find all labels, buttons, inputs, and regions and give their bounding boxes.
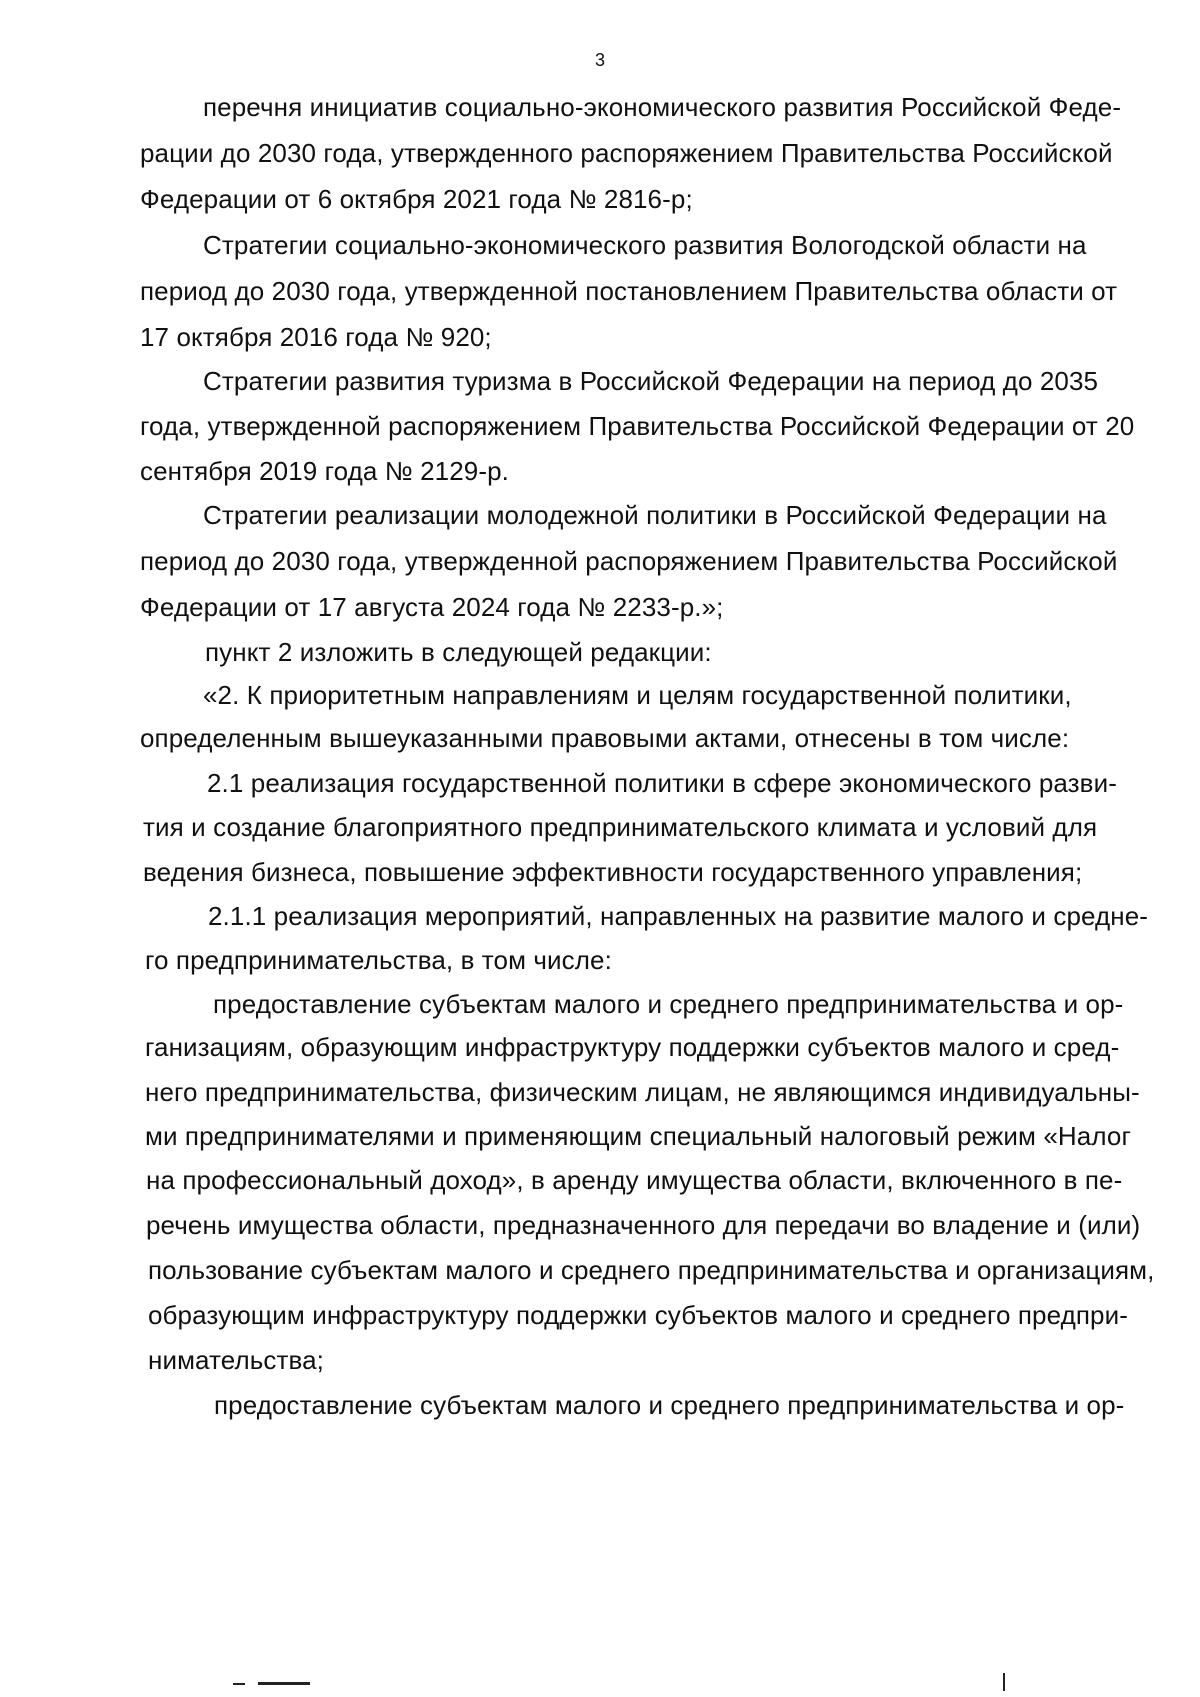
text-line: ганизациям, образующим инфраструктуру поддержки субъектов малого и сред- [145, 1032, 1120, 1062]
text-line: на профессиональный доход», в аренду имущества области, включенного в пе- [146, 1165, 1123, 1195]
text-line: предоставление субъектам малого и среднего предпринимательства и ор- [213, 989, 1124, 1019]
page-number: 3 [594, 50, 605, 70]
text-line: Стратегии развития туризма в Российской Федерации на период до 2035 [203, 366, 1099, 396]
scan-artifact [233, 1683, 245, 1685]
text-line: 2.1.1 реализация мероприятий, направленных на развитие малого и средне- [208, 901, 1149, 931]
text-line: образующим инфраструктуру поддержки субъектов малого и среднего предпри- [148, 1300, 1128, 1330]
text-line: тия и создание благоприятного предпринимательского климата и условий для [143, 812, 1098, 842]
text-line: Стратегии социально-экономического развития Вологодской области на [203, 230, 1087, 260]
text-line: определенным вышеуказанными правовыми актами, отнесены в том числе: [140, 723, 1070, 753]
text-line: сентября 2019 года № 2129-р. [140, 456, 509, 486]
text-line: го предпринимательства, в том числе: [145, 945, 612, 975]
scan-artifact [1003, 1673, 1005, 1691]
text-line: года, утвержденной распоряжением Правительства Российской Федерации от 20 [140, 411, 1135, 441]
text-line: пользование субъектам малого и среднего предпринимательства и организациям, [148, 1255, 1155, 1285]
text-line: «2. К приоритетным направлениям и целям государственной политики, [203, 680, 1072, 710]
text-line: Стратегии реализации молодежной политики в Российской Федерации на [203, 500, 1107, 530]
text-line: рации до 2030 года, утвержденного распоряжением Правительства Российской [140, 138, 1113, 168]
text-line: ми предпринимателями и применяющим специальный налоговый режим «Налог [145, 1121, 1132, 1151]
text-line: нимательства; [148, 1345, 324, 1375]
text-line: 17 октября 2016 года № 920; [140, 322, 492, 352]
text-line: него предпринимательства, физическим лицам, не являющимся индивидуальны- [145, 1077, 1140, 1107]
text-line: период до 2030 года, утвержденной распоряжением Правительства Российской [140, 546, 1118, 576]
text-line: Федерации от 6 октября 2021 года № 2816-р; [140, 184, 693, 214]
text-line: предоставление субъектам малого и среднего предпринимательства и ор- [214, 1390, 1125, 1420]
text-line: пункт 2 изложить в следующей редакции: [205, 637, 712, 667]
text-line: Федерации от 17 августа 2024 года № 2233-р.»; [140, 592, 724, 622]
scan-artifact [258, 1682, 310, 1685]
text-line: речень имущества области, предназначенного для передачи во владение и (или) [146, 1210, 1141, 1240]
text-line: период до 2030 года, утвержденной постановлением Правительства области от [140, 276, 1118, 306]
text-line: 2.1 реализация государственной политики в сфере экономического разви- [207, 768, 1117, 798]
text-line: ведения бизнеса, повышение эффективности государственного управления; [143, 857, 1083, 887]
text-line: перечня инициатив социально-экономического развития Российской Феде- [203, 92, 1122, 122]
